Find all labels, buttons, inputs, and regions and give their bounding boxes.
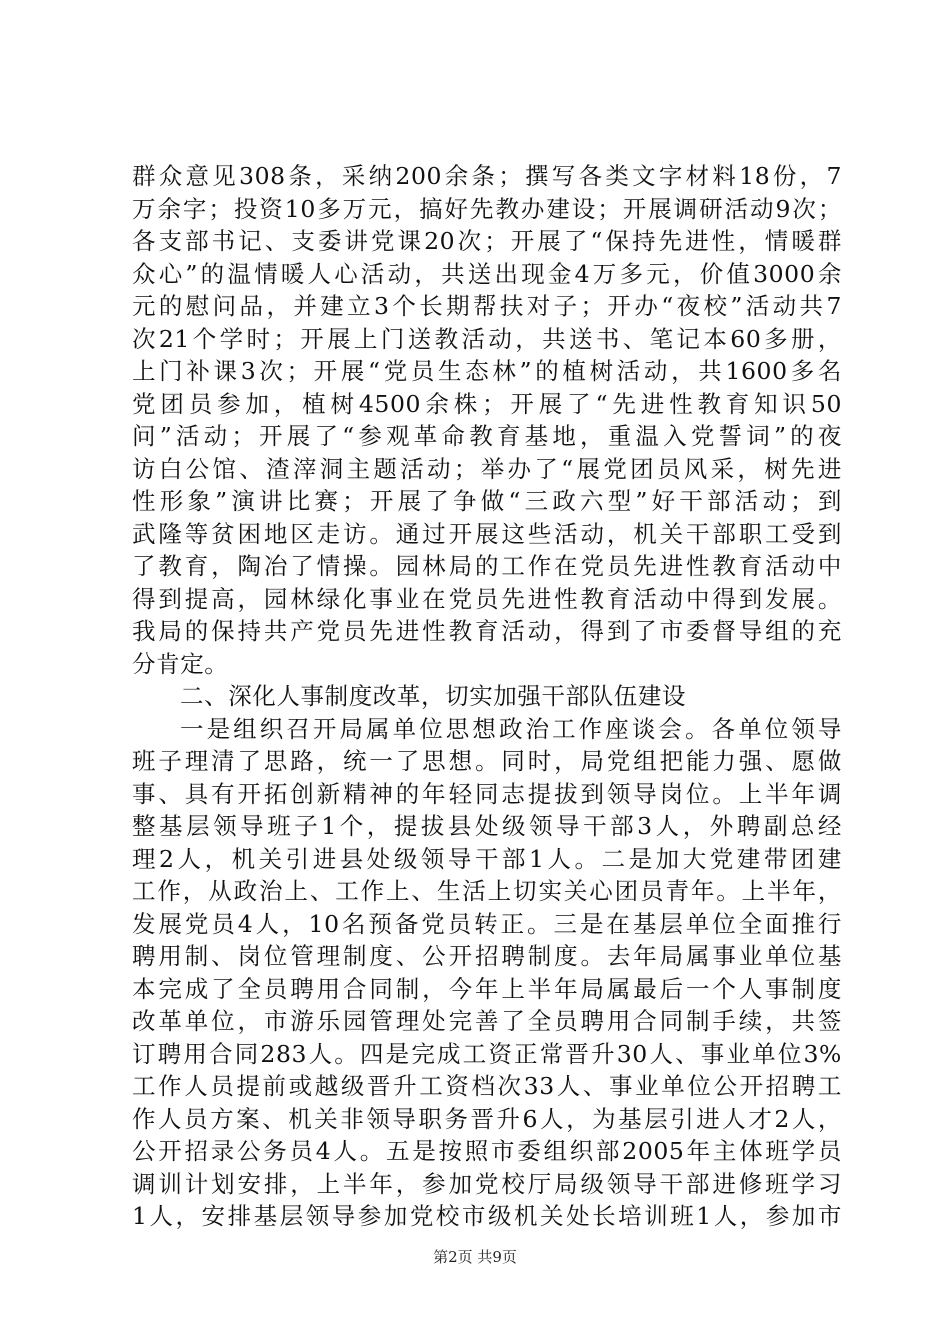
text-line: 一是组织召开局属单位思想政治工作座谈会。各单位领导	[180, 714, 842, 743]
text-line: 众心”的温情暖人心活动，共送出现金4万多元，价值3000余	[132, 259, 842, 288]
text-line: 理2人，机关引进县处级领导干部1人。二是加大党建带团建	[132, 844, 842, 873]
text-line: 万余字；投资10多万元，搞好先教办建设；开展调研活动9次；	[132, 194, 842, 223]
text-line: 次21个学时；开展上门送教活动，共送书、笔记本60多册，	[132, 324, 842, 353]
text-line: 整基层领导班子1个，提拔县处级领导干部3人，外聘副总经	[132, 812, 842, 840]
text-line: 公开招录公务员4人。五是按照市委组织部2005年主体班学员	[132, 1137, 842, 1165]
text-line: 党团员参加，植树4500余株；开展了“先进性教育知识50	[132, 389, 842, 418]
text-line: 武隆等贫困地区走访。通过开展这些活动，机关干部职工受到	[132, 519, 842, 548]
text-line: 访白公馆、渣滓洞主题活动；举办了“展党团员风采，树先进	[132, 454, 842, 483]
text-line: 发展党员4人，10名预备党员转正。三是在基层单位全面推行	[132, 909, 842, 938]
text-line: 本完成了全员聘用合同制，今年上半年局属最后一个人事制度	[132, 974, 842, 1003]
text-line: 工作，从政治上、工作上、生活上切实关心团员青年。上半年，	[132, 877, 842, 905]
text-line: 工作人员提前或越级晋升工资档次33人、事业单位公开招聘工	[132, 1072, 842, 1100]
text-line: 作人员方案、机关非领导职务晋升6人，为基层引进人才2人，	[132, 1104, 842, 1133]
text-line: 了教育，陶冶了情操。园林局的工作在党员先进性教育活动中	[132, 552, 842, 580]
text-line: 分肯定。	[132, 649, 229, 678]
text-line: 订聘用合同283人。四是完成工资正常晋升30人、事业单位3%	[132, 1039, 842, 1068]
text-line: 改革单位，市游乐园管理处完善了全员聘用合同制手续，共签	[132, 1007, 842, 1035]
text-line: 得到提高，园林绿化事业在党员先进性教育活动中得到发展。	[132, 584, 842, 613]
text-line: 聘用制、岗位管理制度、公开招聘制度。去年局属事业单位基	[132, 942, 842, 970]
text-line: 元的慰问品，并建立3个长期帮扶对子；开办“夜校”活动共7	[132, 292, 842, 320]
text-line: 班子理清了思路，统一了思想。同时，局党组把能力强、愿做	[132, 747, 842, 775]
page-footer: 第2页 共9页	[433, 1248, 517, 1266]
text-line: 群众意见308条，采纳200余条；撰写各类文字材料18份，7	[132, 162, 842, 190]
text-line: 上门补课3次；开展“党员生态林”的植树活动，共1600多名	[132, 357, 842, 385]
text-line: 1人，安排基层领导参加党校市级机关处长培训班1人，参加市	[132, 1202, 842, 1230]
document-body	[132, 160, 842, 1233]
text-line: 我局的保持共产党员先进性教育活动，得到了市委督导组的充	[132, 617, 842, 645]
text-line: 各支部书记、支委讲党课20次；开展了“保持先进性，情暖群	[132, 227, 842, 255]
section-heading: 二、深化人事制度改革，切实加强干部队伍建设	[180, 682, 687, 710]
text-line: 性形象”演讲比赛；开展了争做“三政六型”好干部活动；到	[132, 487, 842, 515]
text-line: 事、具有开拓创新精神的年轻同志提拔到领导岗位。上半年调	[132, 779, 842, 808]
text-line: 调训计划安排，上半年，参加党校厅局级领导干部进修班学习	[132, 1169, 842, 1198]
text-line: 问”活动；开展了“参观革命教育基地，重温入党誓词”的夜	[132, 422, 842, 450]
